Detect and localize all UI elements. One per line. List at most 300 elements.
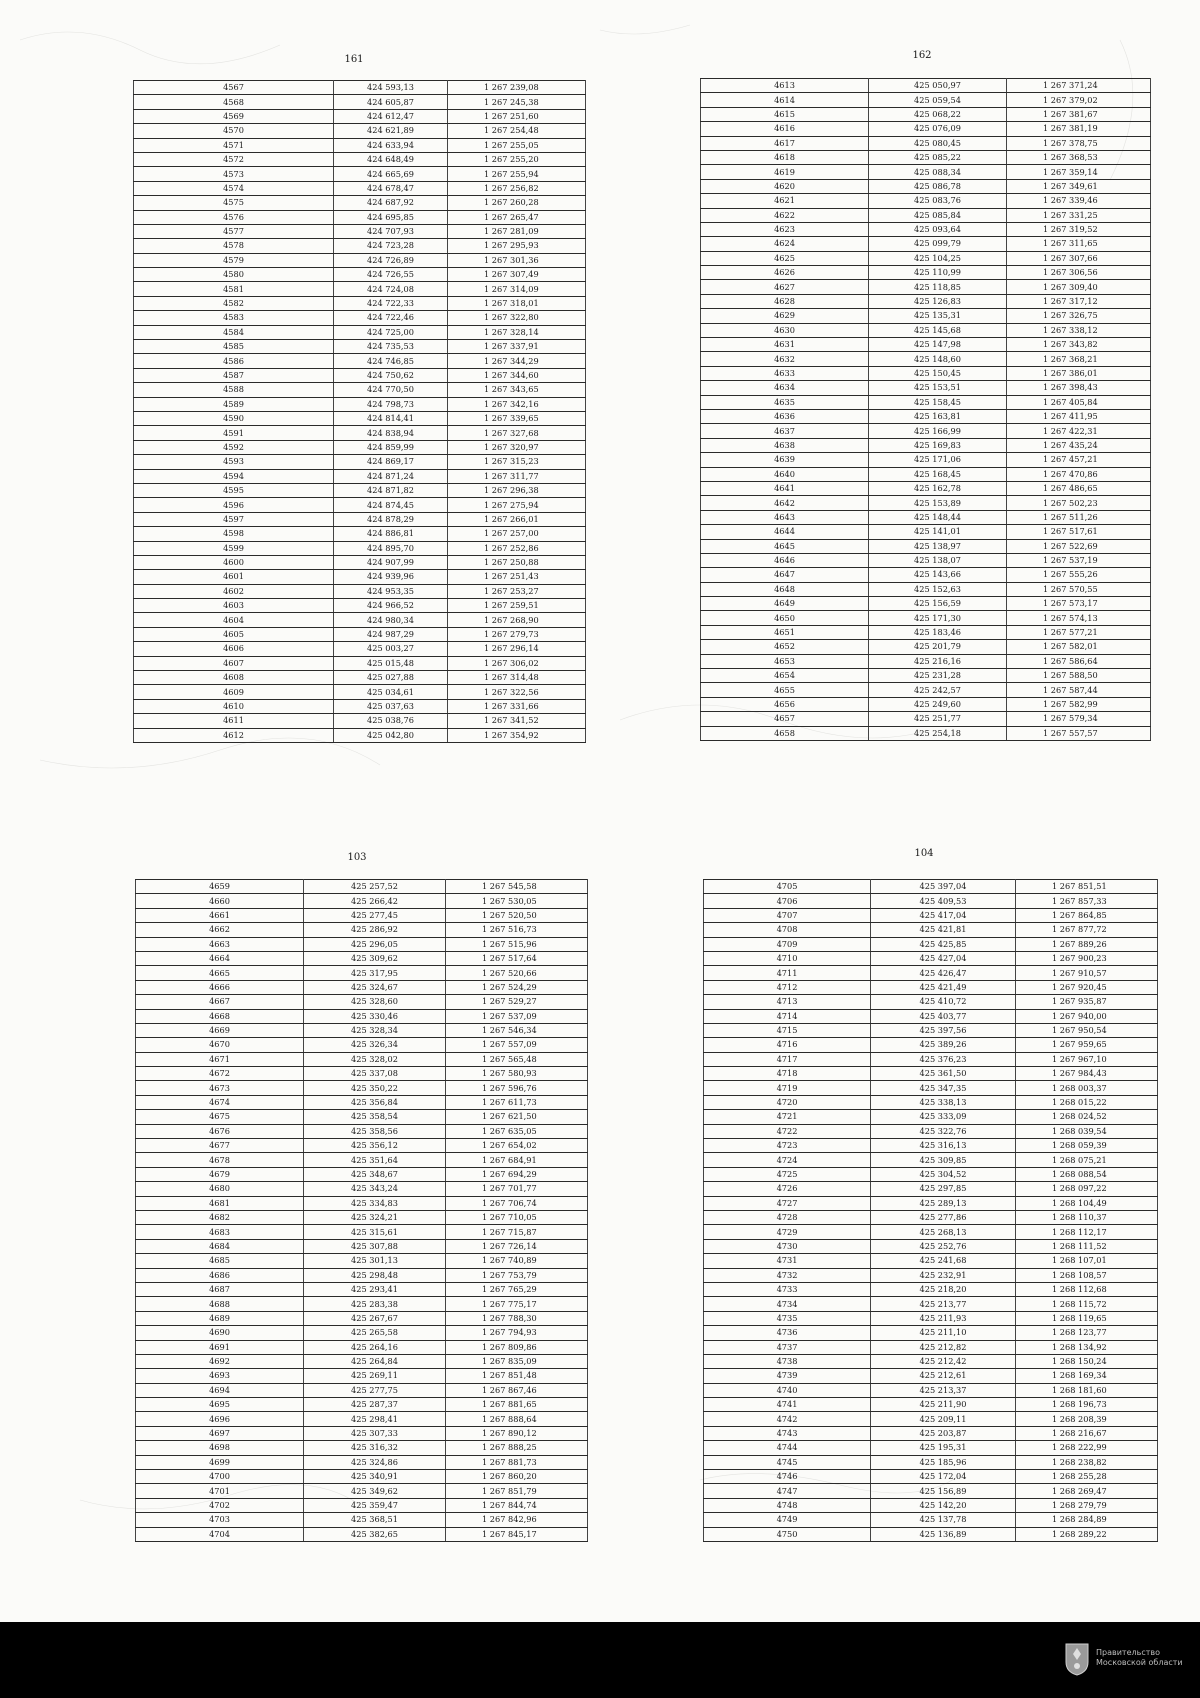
- table-row: [704, 1383, 1158, 1397]
- point-number-cell: 4707: [704, 908, 871, 922]
- table-row: [704, 1196, 1158, 1210]
- point-number-cell: 4680: [136, 1182, 304, 1196]
- table-row: [704, 908, 1158, 922]
- y-coordinate-cell: 1 267 555,26: [1007, 568, 1151, 582]
- table-row: [701, 323, 1151, 337]
- y-coordinate-cell: 1 267 545,58: [446, 880, 588, 894]
- y-coordinate-cell: 1 267 851,48: [446, 1369, 588, 1383]
- point-number-cell: 4663: [136, 937, 304, 951]
- point-number-cell: 4632: [701, 352, 869, 366]
- footer-org-line2: Московской области: [1096, 1658, 1183, 1667]
- x-coordinate-cell: 425 298,48: [304, 1268, 446, 1282]
- point-number-cell: 4596: [134, 498, 334, 512]
- x-coordinate-cell: 424 724,08: [334, 282, 448, 296]
- table-row: [701, 510, 1151, 524]
- point-number-cell: 4625: [701, 251, 869, 265]
- x-coordinate-cell: 425 099,79: [869, 237, 1007, 251]
- table-row: [701, 237, 1151, 251]
- y-coordinate-cell: 1 267 844,74: [446, 1498, 588, 1512]
- y-coordinate-cell: 1 267 502,23: [1007, 496, 1151, 510]
- table-row: [136, 1470, 588, 1484]
- y-coordinate-cell: 1 267 252,86: [448, 541, 586, 555]
- table-row: [701, 539, 1151, 553]
- table-row: [701, 366, 1151, 380]
- point-number-cell: 4638: [701, 438, 869, 452]
- y-coordinate-cell: 1 267 239,08: [448, 81, 586, 95]
- point-number-cell: 4647: [701, 568, 869, 582]
- x-coordinate-cell: 425 195,31: [871, 1441, 1016, 1455]
- x-coordinate-cell: 425 324,21: [304, 1210, 446, 1224]
- table-row: [704, 1023, 1158, 1037]
- point-number-cell: 4614: [701, 93, 869, 107]
- table-row: [704, 1340, 1158, 1354]
- point-number-cell: 4708: [704, 923, 871, 937]
- x-coordinate-cell: 425 241,68: [871, 1254, 1016, 1268]
- point-number-cell: 4682: [136, 1210, 304, 1224]
- table-row: [704, 937, 1158, 951]
- y-coordinate-cell: 1 268 111,52: [1016, 1239, 1158, 1253]
- y-coordinate-cell: 1 267 574,13: [1007, 611, 1151, 625]
- x-coordinate-cell: 425 086,78: [869, 179, 1007, 193]
- table-row: [704, 1369, 1158, 1383]
- point-number-cell: 4689: [136, 1311, 304, 1325]
- x-coordinate-cell: 425 421,49: [871, 980, 1016, 994]
- x-coordinate-cell: 425 277,75: [304, 1383, 446, 1397]
- point-number-cell: 4672: [136, 1067, 304, 1081]
- table-row: [701, 640, 1151, 654]
- x-coordinate-cell: 425 211,10: [871, 1326, 1016, 1340]
- table-row: [704, 1124, 1158, 1138]
- y-coordinate-cell: 1 267 867,46: [446, 1383, 588, 1397]
- table-row: [704, 951, 1158, 965]
- point-number-cell: 4746: [704, 1470, 871, 1484]
- x-coordinate-cell: 424 980,34: [334, 613, 448, 627]
- point-number-cell: 4700: [136, 1470, 304, 1484]
- y-coordinate-cell: 1 267 635,05: [446, 1124, 588, 1138]
- table-row: [701, 136, 1151, 150]
- point-number-cell: 4745: [704, 1455, 871, 1469]
- y-coordinate-cell: 1 267 984,43: [1016, 1067, 1158, 1081]
- point-number-cell: 4711: [704, 966, 871, 980]
- table-row: [704, 1513, 1158, 1527]
- x-coordinate-cell: 425 268,13: [871, 1225, 1016, 1239]
- y-coordinate-cell: 1 267 920,45: [1016, 980, 1158, 994]
- table-row: [134, 210, 586, 224]
- point-number-cell: 4579: [134, 253, 334, 267]
- y-coordinate-cell: 1 267 322,80: [448, 311, 586, 325]
- x-coordinate-cell: 425 359,47: [304, 1498, 446, 1512]
- y-coordinate-cell: 1 268 039,54: [1016, 1124, 1158, 1138]
- x-coordinate-cell: 425 328,60: [304, 995, 446, 1009]
- point-number-cell: 4702: [136, 1498, 304, 1512]
- x-coordinate-cell: 424 723,28: [334, 239, 448, 253]
- point-number-cell: 4685: [136, 1254, 304, 1268]
- y-coordinate-cell: 1 267 537,19: [1007, 553, 1151, 567]
- x-coordinate-cell: 425 348,67: [304, 1167, 446, 1181]
- x-coordinate-cell: 425 277,45: [304, 908, 446, 922]
- table-row: [704, 1282, 1158, 1296]
- x-coordinate-cell: 425 147,98: [869, 338, 1007, 352]
- point-number-cell: 4688: [136, 1297, 304, 1311]
- point-number-cell: 4655: [701, 683, 869, 697]
- table-row: [704, 1153, 1158, 1167]
- table-row: [704, 1268, 1158, 1282]
- y-coordinate-cell: 1 267 314,09: [448, 282, 586, 296]
- point-number-cell: 4724: [704, 1153, 871, 1167]
- point-number-cell: 4629: [701, 309, 869, 323]
- y-coordinate-cell: 1 267 411,95: [1007, 409, 1151, 423]
- y-coordinate-cell: 1 267 251,43: [448, 570, 586, 584]
- point-number-cell: 4589: [134, 397, 334, 411]
- point-number-cell: 4748: [704, 1498, 871, 1512]
- point-number-cell: 4643: [701, 510, 869, 524]
- point-number-cell: 4736: [704, 1326, 871, 1340]
- x-coordinate-cell: 425 150,45: [869, 366, 1007, 380]
- point-number-cell: 4581: [134, 282, 334, 296]
- table-row: [136, 1038, 588, 1052]
- y-coordinate-cell: 1 267 524,29: [446, 980, 588, 994]
- x-coordinate-cell: 424 895,70: [334, 541, 448, 555]
- point-number-cell: 4636: [701, 409, 869, 423]
- point-number-cell: 4582: [134, 296, 334, 310]
- table-row: [136, 951, 588, 965]
- point-number-cell: 4721: [704, 1110, 871, 1124]
- table-row: [134, 627, 586, 641]
- table-row: [136, 1153, 588, 1167]
- y-coordinate-cell: 1 268 289,22: [1016, 1527, 1158, 1541]
- x-coordinate-cell: 424 665,69: [334, 167, 448, 181]
- point-number-cell: 4693: [136, 1369, 304, 1383]
- x-coordinate-cell: 425 211,90: [871, 1398, 1016, 1412]
- point-number-cell: 4640: [701, 467, 869, 481]
- y-coordinate-cell: 1 267 317,12: [1007, 294, 1151, 308]
- point-number-cell: 4684: [136, 1239, 304, 1253]
- y-coordinate-cell: 1 267 257,00: [448, 527, 586, 541]
- x-coordinate-cell: 425 088,34: [869, 165, 1007, 179]
- y-coordinate-cell: 1 268 284,89: [1016, 1513, 1158, 1527]
- y-coordinate-cell: 1 267 888,25: [446, 1441, 588, 1455]
- table-row: [134, 152, 586, 166]
- x-coordinate-cell: 425 201,79: [869, 640, 1007, 654]
- table-row: [136, 1052, 588, 1066]
- y-coordinate-cell: 1 267 565,48: [446, 1052, 588, 1066]
- x-coordinate-cell: 425 137,78: [871, 1513, 1016, 1527]
- x-coordinate-cell: 425 249,60: [869, 697, 1007, 711]
- x-coordinate-cell: 425 218,20: [871, 1282, 1016, 1296]
- x-coordinate-cell: 425 015,48: [334, 656, 448, 670]
- x-coordinate-cell: 425 264,84: [304, 1354, 446, 1368]
- point-number-cell: 4686: [136, 1268, 304, 1282]
- x-coordinate-cell: 425 425,85: [871, 937, 1016, 951]
- point-number-cell: 4608: [134, 671, 334, 685]
- x-coordinate-cell: 425 172,04: [871, 1470, 1016, 1484]
- y-coordinate-cell: 1 267 851,51: [1016, 880, 1158, 894]
- table-row: [134, 498, 586, 512]
- y-coordinate-cell: 1 268 112,68: [1016, 1282, 1158, 1296]
- table-row: [136, 966, 588, 980]
- y-coordinate-cell: 1 267 341,52: [448, 714, 586, 728]
- table-row: [136, 1182, 588, 1196]
- y-coordinate-cell: 1 267 621,50: [446, 1110, 588, 1124]
- table-row: [134, 325, 586, 339]
- y-coordinate-cell: 1 267 311,65: [1007, 237, 1151, 251]
- table-row: [134, 411, 586, 425]
- y-coordinate-cell: 1 267 386,01: [1007, 366, 1151, 380]
- point-number-cell: 4578: [134, 239, 334, 253]
- point-number-cell: 4651: [701, 625, 869, 639]
- table-row: [704, 1297, 1158, 1311]
- y-coordinate-cell: 1 267 967,10: [1016, 1052, 1158, 1066]
- x-coordinate-cell: 425 213,37: [871, 1383, 1016, 1397]
- x-coordinate-cell: 425 231,28: [869, 669, 1007, 683]
- coordinate-table-161: [133, 80, 586, 743]
- table-row: [134, 296, 586, 310]
- point-number-cell: 4594: [134, 469, 334, 483]
- y-coordinate-cell: 1 267 435,24: [1007, 438, 1151, 452]
- y-coordinate-cell: 1 267 579,34: [1007, 712, 1151, 726]
- y-coordinate-cell: 1 267 516,73: [446, 923, 588, 937]
- y-coordinate-cell: 1 267 254,48: [448, 124, 586, 138]
- x-coordinate-cell: 425 213,77: [871, 1297, 1016, 1311]
- x-coordinate-cell: 424 874,45: [334, 498, 448, 512]
- table-row: [704, 1354, 1158, 1368]
- y-coordinate-cell: 1 268 003,37: [1016, 1081, 1158, 1095]
- table-row: [704, 1398, 1158, 1412]
- table-row: [136, 908, 588, 922]
- y-coordinate-cell: 1 267 765,29: [446, 1282, 588, 1296]
- point-number-cell: 4646: [701, 553, 869, 567]
- table-row: [704, 1426, 1158, 1440]
- y-coordinate-cell: 1 268 208,39: [1016, 1412, 1158, 1426]
- point-number-cell: 4667: [136, 995, 304, 1009]
- point-number-cell: 4677: [136, 1139, 304, 1153]
- point-number-cell: 4726: [704, 1182, 871, 1196]
- x-coordinate-cell: 425 085,22: [869, 150, 1007, 164]
- x-coordinate-cell: 424 770,50: [334, 383, 448, 397]
- table-row: [134, 224, 586, 238]
- x-coordinate-cell: 424 678,47: [334, 181, 448, 195]
- point-number-cell: 4654: [701, 669, 869, 683]
- table-row: [134, 440, 586, 454]
- x-coordinate-cell: 424 612,47: [334, 109, 448, 123]
- point-number-cell: 4713: [704, 995, 871, 1009]
- y-coordinate-cell: 1 267 775,17: [446, 1297, 588, 1311]
- point-number-cell: 4727: [704, 1196, 871, 1210]
- x-coordinate-cell: 424 798,73: [334, 397, 448, 411]
- point-number-cell: 4653: [701, 654, 869, 668]
- point-number-cell: 4683: [136, 1225, 304, 1239]
- x-coordinate-cell: 425 076,09: [869, 122, 1007, 136]
- y-coordinate-cell: 1 267 296,14: [448, 642, 586, 656]
- y-coordinate-cell: 1 267 788,30: [446, 1311, 588, 1325]
- table-row: [701, 669, 1151, 683]
- table-row: [701, 251, 1151, 265]
- point-number-cell: 4648: [701, 582, 869, 596]
- point-number-cell: 4604: [134, 613, 334, 627]
- x-coordinate-cell: 425 349,62: [304, 1484, 446, 1498]
- point-number-cell: 4741: [704, 1398, 871, 1412]
- table-row: [704, 1052, 1158, 1066]
- y-coordinate-cell: 1 267 306,56: [1007, 266, 1151, 280]
- x-coordinate-cell: 425 162,78: [869, 481, 1007, 495]
- table-row: [136, 1139, 588, 1153]
- x-coordinate-cell: 424 707,93: [334, 224, 448, 238]
- x-coordinate-cell: 425 316,13: [871, 1139, 1016, 1153]
- point-number-cell: 4749: [704, 1513, 871, 1527]
- x-coordinate-cell: 425 211,93: [871, 1311, 1016, 1325]
- table-row: [701, 194, 1151, 208]
- x-coordinate-cell: 425 317,95: [304, 966, 446, 980]
- point-number-cell: 4729: [704, 1225, 871, 1239]
- point-number-cell: 4723: [704, 1139, 871, 1153]
- point-number-cell: 4619: [701, 165, 869, 179]
- table-row: [134, 469, 586, 483]
- point-number-cell: 4732: [704, 1268, 871, 1282]
- point-number-cell: 4664: [136, 951, 304, 965]
- y-coordinate-cell: 1 267 309,40: [1007, 280, 1151, 294]
- y-coordinate-cell: 1 267 910,57: [1016, 966, 1158, 980]
- y-coordinate-cell: 1 267 573,17: [1007, 597, 1151, 611]
- y-coordinate-cell: 1 267 266,01: [448, 512, 586, 526]
- point-number-cell: 4676: [136, 1124, 304, 1138]
- y-coordinate-cell: 1 267 654,02: [446, 1139, 588, 1153]
- point-number-cell: 4609: [134, 685, 334, 699]
- table-row: [134, 512, 586, 526]
- table-row: [134, 181, 586, 195]
- point-number-cell: 4658: [701, 726, 869, 740]
- x-coordinate-cell: 425 216,16: [869, 654, 1007, 668]
- point-number-cell: 4622: [701, 208, 869, 222]
- table-row: [704, 1311, 1158, 1325]
- x-coordinate-cell: 425 297,85: [871, 1182, 1016, 1196]
- point-number-cell: 4739: [704, 1369, 871, 1383]
- table-row: [134, 311, 586, 325]
- x-coordinate-cell: 425 315,61: [304, 1225, 446, 1239]
- y-coordinate-cell: 1 267 311,77: [448, 469, 586, 483]
- point-number-cell: 4620: [701, 179, 869, 193]
- y-coordinate-cell: 1 267 344,29: [448, 354, 586, 368]
- x-coordinate-cell: 425 141,01: [869, 525, 1007, 539]
- y-coordinate-cell: 1 267 715,87: [446, 1225, 588, 1239]
- table-row: [704, 1441, 1158, 1455]
- table-row: [701, 525, 1151, 539]
- table-row: [136, 1455, 588, 1469]
- x-coordinate-cell: 425 421,81: [871, 923, 1016, 937]
- point-number-cell: 4649: [701, 597, 869, 611]
- table-row: [701, 208, 1151, 222]
- x-coordinate-cell: 425 409,53: [871, 894, 1016, 908]
- table-row: [701, 453, 1151, 467]
- x-coordinate-cell: 424 593,13: [334, 81, 448, 95]
- x-coordinate-cell: 425 034,61: [334, 685, 448, 699]
- y-coordinate-cell: 1 267 315,23: [448, 455, 586, 469]
- table-row: [134, 455, 586, 469]
- point-number-cell: 4669: [136, 1023, 304, 1037]
- y-coordinate-cell: 1 267 557,09: [446, 1038, 588, 1052]
- point-number-cell: 4671: [136, 1052, 304, 1066]
- table-row: [134, 728, 586, 742]
- point-number-cell: 4644: [701, 525, 869, 539]
- table-row: [704, 1470, 1158, 1484]
- x-coordinate-cell: 424 605,87: [334, 95, 448, 109]
- x-coordinate-cell: 425 203,87: [871, 1426, 1016, 1440]
- x-coordinate-cell: 425 417,04: [871, 908, 1016, 922]
- point-number-cell: 4734: [704, 1297, 871, 1311]
- table-row: [704, 1067, 1158, 1081]
- footer-bar: [0, 1622, 1200, 1698]
- table-row: [704, 894, 1158, 908]
- table-row: [136, 1282, 588, 1296]
- x-coordinate-cell: 425 163,81: [869, 409, 1007, 423]
- x-coordinate-cell: 425 283,38: [304, 1297, 446, 1311]
- x-coordinate-cell: 425 426,47: [871, 966, 1016, 980]
- table-row: [136, 1023, 588, 1037]
- table-row: [701, 409, 1151, 423]
- y-coordinate-cell: 1 267 580,93: [446, 1067, 588, 1081]
- table-row: [704, 1110, 1158, 1124]
- x-coordinate-cell: 425 328,34: [304, 1023, 446, 1037]
- x-coordinate-cell: 425 153,51: [869, 381, 1007, 395]
- x-coordinate-cell: 424 750,62: [334, 368, 448, 382]
- point-number-cell: 4601: [134, 570, 334, 584]
- point-number-cell: 4725: [704, 1167, 871, 1181]
- table-row: [136, 1513, 588, 1527]
- point-number-cell: 4733: [704, 1282, 871, 1296]
- y-coordinate-cell: 1 267 587,44: [1007, 683, 1151, 697]
- x-coordinate-cell: 425 145,68: [869, 323, 1007, 337]
- y-coordinate-cell: 1 267 596,76: [446, 1081, 588, 1095]
- x-coordinate-cell: 425 083,76: [869, 194, 1007, 208]
- y-coordinate-cell: 1 267 378,75: [1007, 136, 1151, 150]
- table-row: [701, 309, 1151, 323]
- table-row: [134, 383, 586, 397]
- point-number-cell: 4715: [704, 1023, 871, 1037]
- y-coordinate-cell: 1 267 877,72: [1016, 923, 1158, 937]
- point-number-cell: 4662: [136, 923, 304, 937]
- table-row: [134, 397, 586, 411]
- x-coordinate-cell: 425 136,89: [871, 1527, 1016, 1541]
- point-number-cell: 4704: [136, 1527, 304, 1541]
- table-row: [701, 280, 1151, 294]
- x-coordinate-cell: 425 266,42: [304, 894, 446, 908]
- table-row: [136, 995, 588, 1009]
- table-row: [136, 1095, 588, 1109]
- point-number-cell: 4666: [136, 980, 304, 994]
- point-number-cell: 4574: [134, 181, 334, 195]
- y-coordinate-cell: 1 268 169,34: [1016, 1369, 1158, 1383]
- y-coordinate-cell: 1 267 611,73: [446, 1095, 588, 1109]
- point-number-cell: 4696: [136, 1412, 304, 1426]
- x-coordinate-cell: 425 356,12: [304, 1139, 446, 1153]
- table-row: [136, 1254, 588, 1268]
- point-number-cell: 4631: [701, 338, 869, 352]
- y-coordinate-cell: 1 267 845,17: [446, 1527, 588, 1541]
- table-row: [136, 1340, 588, 1354]
- y-coordinate-cell: 1 268 115,72: [1016, 1297, 1158, 1311]
- y-coordinate-cell: 1 267 470,86: [1007, 467, 1151, 481]
- y-coordinate-cell: 1 267 328,14: [448, 325, 586, 339]
- x-coordinate-cell: 424 814,41: [334, 411, 448, 425]
- y-coordinate-cell: 1 267 457,21: [1007, 453, 1151, 467]
- table-row: [701, 93, 1151, 107]
- coordinate-table: [133, 80, 586, 743]
- point-number-cell: 4585: [134, 340, 334, 354]
- point-number-cell: 4588: [134, 383, 334, 397]
- y-coordinate-cell: 1 267 740,89: [446, 1254, 588, 1268]
- point-number-cell: 4716: [704, 1038, 871, 1052]
- y-coordinate-cell: 1 267 322,56: [448, 685, 586, 699]
- point-number-cell: 4659: [136, 880, 304, 894]
